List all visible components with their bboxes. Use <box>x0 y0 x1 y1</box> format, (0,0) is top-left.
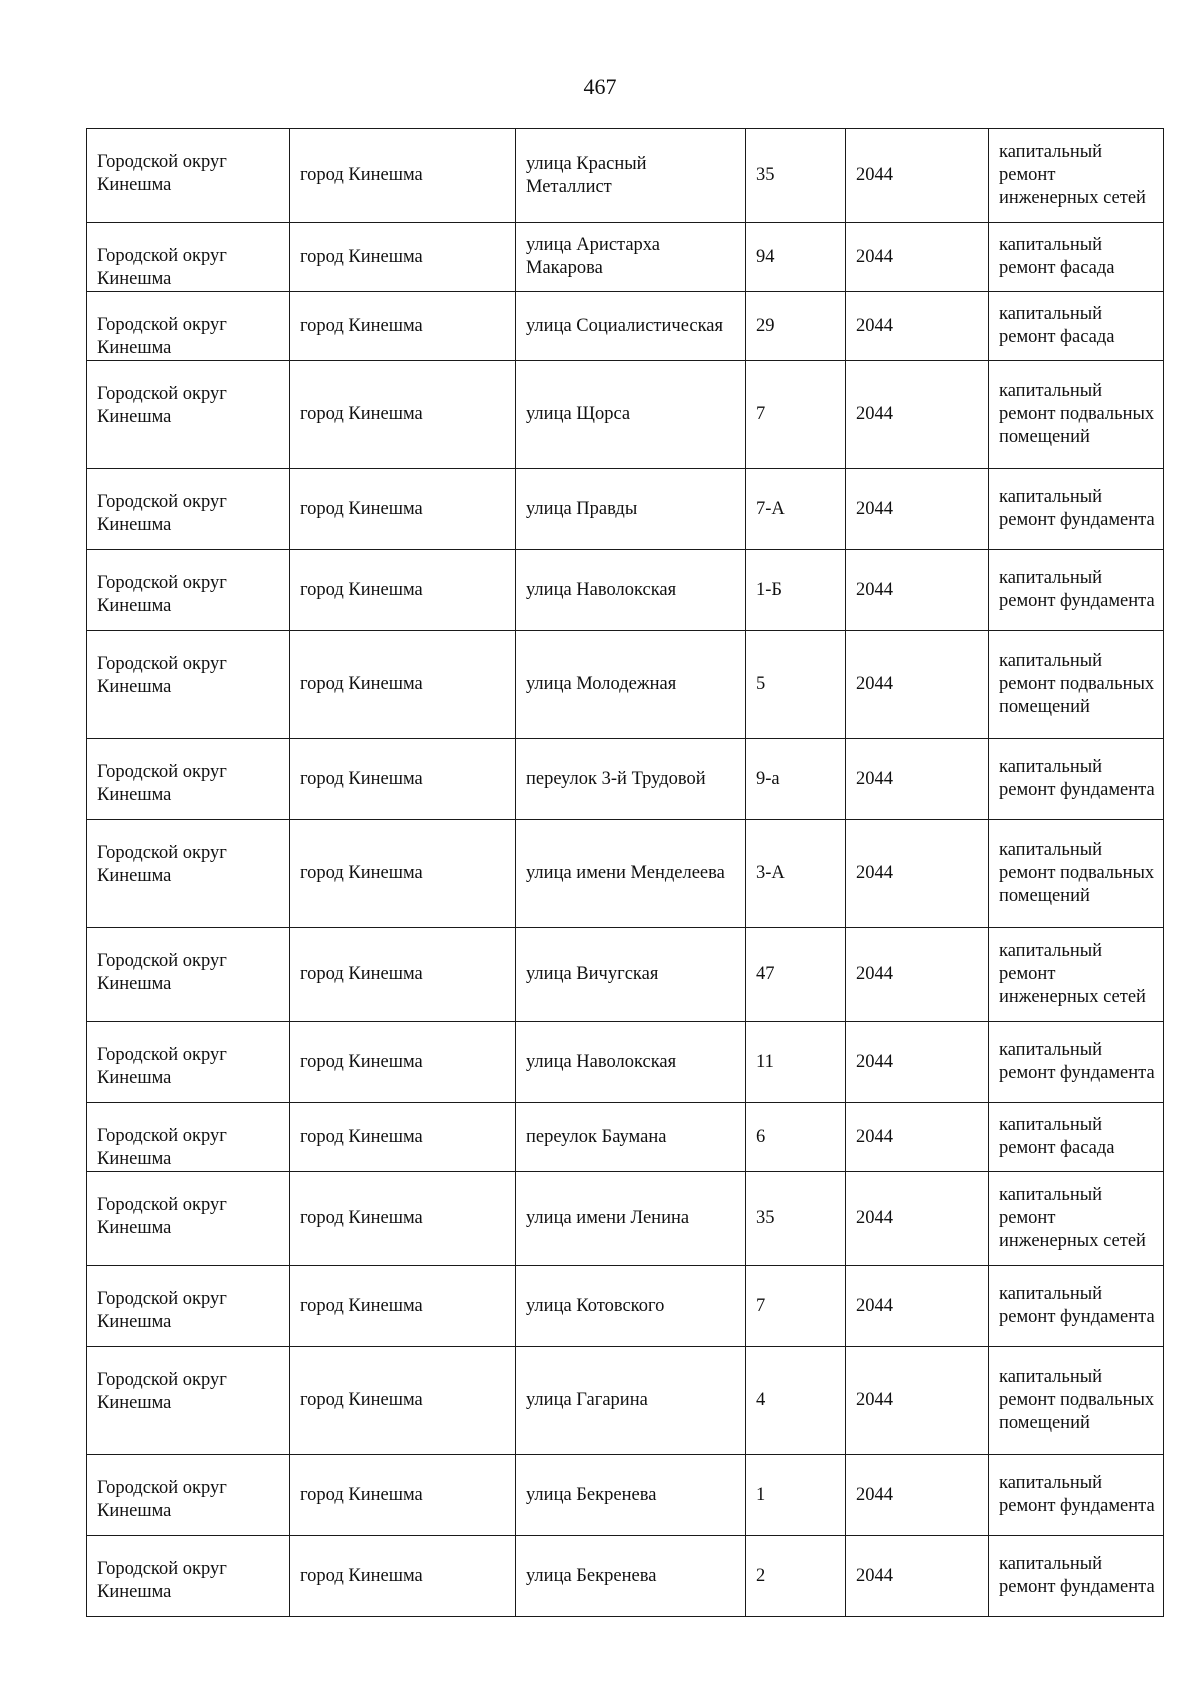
cell-okrug: Городской округ Кинешма <box>87 1347 290 1455</box>
cell-year: 2044 <box>846 631 989 739</box>
cell-street: улица Наволокская <box>516 1022 746 1103</box>
cell-house-number: 11 <box>746 1022 846 1103</box>
cell-year: 2044 <box>846 292 989 361</box>
cell-street: улица Молодежная <box>516 631 746 739</box>
cell-year: 2044 <box>846 129 989 223</box>
table-row <box>87 1347 1164 1455</box>
cell-okrug: Городской округ Кинешма <box>87 361 290 469</box>
cell-work-type: капитальный ремонт фасада <box>989 292 1164 361</box>
cell-house-number: 9-а <box>746 739 846 820</box>
cell-work-type: капитальный ремонт фасада <box>989 223 1164 292</box>
cell-year: 2044 <box>846 739 989 820</box>
cell-house-number: 7-А <box>746 469 846 550</box>
cell-okrug: Городской округ Кинешма <box>87 928 290 1022</box>
cell-year: 2044 <box>846 1172 989 1266</box>
cell-year: 2044 <box>846 550 989 631</box>
table-row <box>87 129 1164 223</box>
table-row <box>87 1266 1164 1347</box>
cell-house-number: 1-Б <box>746 550 846 631</box>
cell-work-type: капитальный ремонт подвальных помещений <box>989 361 1164 469</box>
page-number: 467 <box>583 74 617 99</box>
cell-street: улица Котовского <box>516 1266 746 1347</box>
cell-okrug: Городской округ Кинешма <box>87 1536 290 1617</box>
cell-house-number: 3-А <box>746 820 846 928</box>
table-row <box>87 928 1164 1022</box>
cell-house-number: 5 <box>746 631 846 739</box>
table-row <box>87 1022 1164 1103</box>
table-row <box>87 223 1164 292</box>
cell-settlement: город Кинешма <box>290 550 516 631</box>
cell-work-type: капитальный ремонт подвальных помещений <box>989 1347 1164 1455</box>
cell-year: 2044 <box>846 1347 989 1455</box>
cell-okrug: Городской округ Кинешма <box>87 1172 290 1266</box>
cell-work-type: капитальный ремонт фундамента <box>989 469 1164 550</box>
table-row <box>87 469 1164 550</box>
cell-year: 2044 <box>846 1455 989 1536</box>
cell-settlement: город Кинешма <box>290 631 516 739</box>
cell-house-number: 6 <box>746 1103 846 1172</box>
cell-street: улица Гагарина <box>516 1347 746 1455</box>
table-row <box>87 550 1164 631</box>
cell-settlement: город Кинешма <box>290 739 516 820</box>
cell-settlement: город Кинешма <box>290 1103 516 1172</box>
table-row <box>87 361 1164 469</box>
cell-okrug: Городской округ Кинешма <box>87 820 290 928</box>
cell-house-number: 2 <box>746 1536 846 1617</box>
cell-okrug: Городской округ Кинешма <box>87 469 290 550</box>
cell-year: 2044 <box>846 361 989 469</box>
cell-street: улица Аристарха Макарова <box>516 223 746 292</box>
cell-settlement: город Кинешма <box>290 1455 516 1536</box>
cell-work-type: капитальный ремонт фундамента <box>989 1455 1164 1536</box>
cell-street: улица Наволокская <box>516 550 746 631</box>
table-row <box>87 631 1164 739</box>
cell-street: переулок Баумана <box>516 1103 746 1172</box>
cell-settlement: город Кинешма <box>290 1172 516 1266</box>
cell-street: улица Бекренева <box>516 1455 746 1536</box>
cell-house-number: 7 <box>746 1266 846 1347</box>
cell-street: улица имени Менделеева <box>516 820 746 928</box>
cell-work-type: капитальный ремонт фасада <box>989 1103 1164 1172</box>
cell-settlement: город Кинешма <box>290 223 516 292</box>
cell-settlement: город Кинешма <box>290 129 516 223</box>
registry-table-body <box>87 129 1164 1617</box>
cell-settlement: город Кинешма <box>290 1536 516 1617</box>
cell-work-type: капитальный ремонт инженерных сетей <box>989 129 1164 223</box>
cell-work-type: капитальный ремонт подвальных помещений <box>989 631 1164 739</box>
cell-year: 2044 <box>846 1266 989 1347</box>
cell-work-type: капитальный ремонт инженерных сетей <box>989 1172 1164 1266</box>
cell-house-number: 4 <box>746 1347 846 1455</box>
cell-work-type: капитальный ремонт фундамента <box>989 550 1164 631</box>
cell-year: 2044 <box>846 223 989 292</box>
table-row <box>87 1536 1164 1617</box>
cell-house-number: 7 <box>746 361 846 469</box>
cell-street: улица Вичугская <box>516 928 746 1022</box>
cell-street: улица Социалистическая <box>516 292 746 361</box>
cell-okrug: Городской округ Кинешма <box>87 1103 290 1172</box>
cell-settlement: город Кинешма <box>290 1347 516 1455</box>
cell-work-type: капитальный ремонт фундамента <box>989 1536 1164 1617</box>
cell-okrug: Городской округ Кинешма <box>87 1455 290 1536</box>
cell-settlement: город Кинешма <box>290 469 516 550</box>
cell-street: улица Красный Металлист <box>516 129 746 223</box>
cell-work-type: капитальный ремонт фундамента <box>989 1022 1164 1103</box>
cell-settlement: город Кинешма <box>290 1022 516 1103</box>
cell-house-number: 1 <box>746 1455 846 1536</box>
cell-house-number: 35 <box>746 1172 846 1266</box>
cell-year: 2044 <box>846 469 989 550</box>
table-row <box>87 1103 1164 1172</box>
cell-okrug: Городской округ Кинешма <box>87 631 290 739</box>
cell-house-number: 29 <box>746 292 846 361</box>
registry-table <box>86 128 1164 1617</box>
cell-okrug: Городской округ Кинешма <box>87 223 290 292</box>
cell-okrug: Городской округ Кинешма <box>87 292 290 361</box>
cell-street: улица Щорса <box>516 361 746 469</box>
cell-year: 2044 <box>846 1536 989 1617</box>
cell-year: 2044 <box>846 1022 989 1103</box>
table-row <box>87 739 1164 820</box>
cell-okrug: Городской округ Кинешма <box>87 129 290 223</box>
cell-street: улица Бекренева <box>516 1536 746 1617</box>
cell-year: 2044 <box>846 1103 989 1172</box>
table-row <box>87 292 1164 361</box>
cell-house-number: 94 <box>746 223 846 292</box>
cell-settlement: город Кинешма <box>290 292 516 361</box>
table-row <box>87 1172 1164 1266</box>
cell-year: 2044 <box>846 820 989 928</box>
cell-house-number: 35 <box>746 129 846 223</box>
cell-work-type: капитальный ремонт фундамента <box>989 739 1164 820</box>
cell-okrug: Городской округ Кинешма <box>87 1266 290 1347</box>
cell-settlement: город Кинешма <box>290 1266 516 1347</box>
cell-street: переулок 3-й Трудовой <box>516 739 746 820</box>
cell-settlement: город Кинешма <box>290 820 516 928</box>
cell-okrug: Городской округ Кинешма <box>87 1022 290 1103</box>
cell-year: 2044 <box>846 928 989 1022</box>
cell-settlement: город Кинешма <box>290 928 516 1022</box>
cell-work-type: капитальный ремонт фундамента <box>989 1266 1164 1347</box>
cell-okrug: Городской округ Кинешма <box>87 550 290 631</box>
cell-okrug: Городской округ Кинешма <box>87 739 290 820</box>
cell-work-type: капитальный ремонт инженерных сетей <box>989 928 1164 1022</box>
cell-house-number: 47 <box>746 928 846 1022</box>
table-row <box>87 1455 1164 1536</box>
cell-settlement: город Кинешма <box>290 361 516 469</box>
cell-work-type: капитальный ремонт подвальных помещений <box>989 820 1164 928</box>
table-row <box>87 820 1164 928</box>
cell-street: улица имени Ленина <box>516 1172 746 1266</box>
cell-street: улица Правды <box>516 469 746 550</box>
